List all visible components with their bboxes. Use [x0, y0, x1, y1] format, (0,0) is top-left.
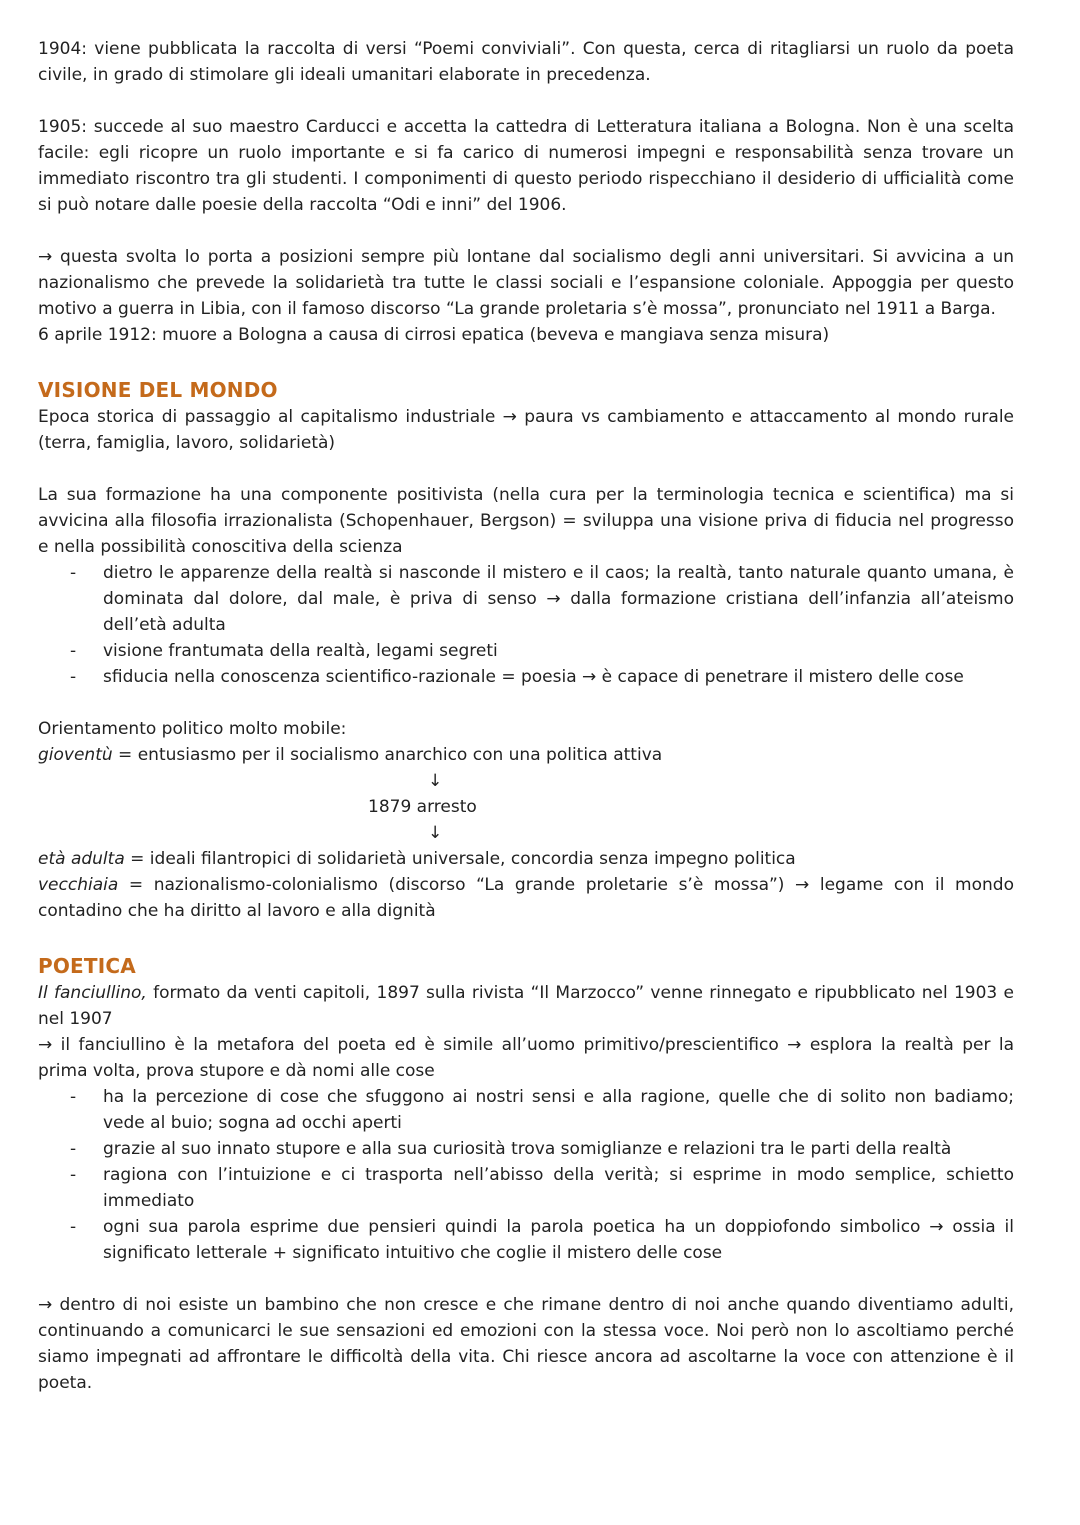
list-item: - visione frantumata della realtà, legami segreti	[38, 638, 1014, 664]
list-item: - ragiona con l’intuizione e ci trasporta nell’abisso della verità; si esprime in modo semplice, schietto immediato	[38, 1162, 1014, 1214]
term-eta-adulta: età adulta	[38, 849, 125, 869]
dash-bullet: -	[70, 667, 77, 687]
list-item: - grazie al suo innato stupore e alla sua curiosità trova somiglianze e relazioni tra le parti della realtà	[38, 1136, 1014, 1162]
arresto-label: 1879 arresto	[368, 797, 477, 817]
paragraph-1904: 1904: viene pubblicata la raccolta di versi “Poemi conviviali”. Con questa, cerca di ritagliarsi un ruolo da poeta civile, in grado di stimolare gli ideali umanitari elaborate in precedenza.	[38, 39, 1014, 85]
dash-bullet: -	[70, 641, 77, 661]
down-arrow-icon: ↓	[428, 823, 443, 843]
term-gioventu: gioventù	[38, 745, 113, 765]
dash-bullet: -	[70, 563, 77, 583]
paragraph-vecchiaia: vecchiaia = nazionalismo-colonialismo (discorso “La grande proletarie s’è mossa”) → legame con il mondo contadino che ha diritto al lavoro e alla dignità	[38, 875, 1014, 921]
list-item: - ogni sua parola esprime due pensieri quindi la parola poetica ha un doppiofondo simbolico → ossia il significato letterale + significato intuitivo che coglie il mistero delle cose	[38, 1214, 1014, 1266]
paragraph-fanciullino: Il fanciullino, formato da venti capitoli, 1897 sulla rivista “Il Marzocco” venne rinnegato e ripubblicato nel 1903 e nel 1907	[38, 983, 1014, 1029]
down-arrow-icon: ↓	[428, 771, 443, 791]
paragraph-svolta: → questa svolta lo porta a posizioni sempre più lontane dal socialismo degli anni universitari. Si avvicina a un nazionalismo che prevede la solidarietà tra tutte le classi sociali e l’espansione coloniale. Appoggia per questo motivo a guerra in Libia, con il famoso discorso “La grande proletaria s’è mossa”, pronunciato nel 1911 a Barga.	[38, 247, 1014, 319]
dash-bullet: -	[70, 1165, 77, 1185]
list-item: - ha la percezione di cose che sfuggono ai nostri sensi e alla ragione, quelle che di solito non badiamo; vede al buio; sogna ad occhi aperti	[38, 1084, 1014, 1136]
heading-poetica: POETICA	[38, 954, 136, 978]
paragraph-metafora: → il fanciullino è la metafora del poeta ed è simile all’uomo primitivo/prescientifico → esplora la realtà per la prima volta, prova stupore e dà nomi alle cose	[38, 1035, 1014, 1081]
paragraph-epoca: Epoca storica di passaggio al capitalismo industriale → paura vs cambiamento e attaccamento al mondo rurale (terra, famiglia, lavoro, solidarietà)	[38, 407, 1014, 453]
list-item: - sfiducia nella conoscenza scientifico-razionale = poesia → è capace di penetrare il mistero delle cose	[38, 664, 1014, 690]
dash-bullet: -	[70, 1087, 77, 1107]
paragraph-eta-adulta: età adulta = ideali filantropici di solidarietà universale, concordia senza impegno politica	[38, 849, 796, 869]
paragraph-orientamento: Orientamento politico molto mobile:	[38, 719, 347, 739]
title-fanciullino: Il fanciullino,	[38, 983, 147, 1003]
poetica-bullet-list	[38, 1084, 1014, 1266]
dash-bullet: -	[70, 1139, 77, 1159]
term-vecchiaia: vecchiaia	[38, 875, 119, 895]
paragraph-1905: 1905: succede al suo maestro Carducci e accetta la cattedra di Letteratura italiana a Bologna. Non è una scelta facile: egli ricopre un ruolo importante e si fa carico di numerosi impegni e responsabilità senza trovare un immediato riscontro tra gli studenti. I componimenti di questo periodo rispecchiano il desiderio di ufficialità come si può notare dalle poesie della raccolta “Odi e inni” del 1906.	[38, 117, 1014, 215]
paragraph-gioventu: gioventù = entusiasmo per il socialismo anarchico con una politica attiva	[38, 745, 663, 765]
paragraph-1912: 6 aprile 1912: muore a Bologna a causa di cirrosi epatica (beveva e mangiava senza misura)	[38, 325, 830, 345]
heading-visione-del-mondo: VISIONE DEL MONDO	[38, 378, 278, 402]
dash-bullet: -	[70, 1217, 77, 1237]
paragraph-conclusione: → dentro di noi esiste un bambino che non cresce e che rimane dentro di noi anche quando diventiamo adulti, continuando a comunicarci le sue sensazioni ed emozioni con la stessa voce. Noi però non lo ascoltiamo perché siamo impegnati ad affrontare le difficoltà della vita. Chi riesce ancora ad ascoltarne la voce con attenzione è il poeta.	[38, 1295, 1014, 1393]
paragraph-formazione: La sua formazione ha una componente positivista (nella cura per la terminologia tecnica e scientifica) ma si avvicina alla filosofia irrazionalista (Schopenhauer, Bergson) = sviluppa una visione priva di fiducia nel progresso e nella possibilità conoscitiva della scienza	[38, 485, 1014, 557]
list-item: - dietro le apparenze della realtà si nasconde il mistero e il caos; la realtà, tanto naturale quanto umana, è dominata dal dolore, dal male, è priva di senso → dalla formazione cristiana dell’infanzia all’ateismo dell’età adulta	[38, 560, 1014, 638]
visione-bullet-list	[38, 560, 1014, 690]
